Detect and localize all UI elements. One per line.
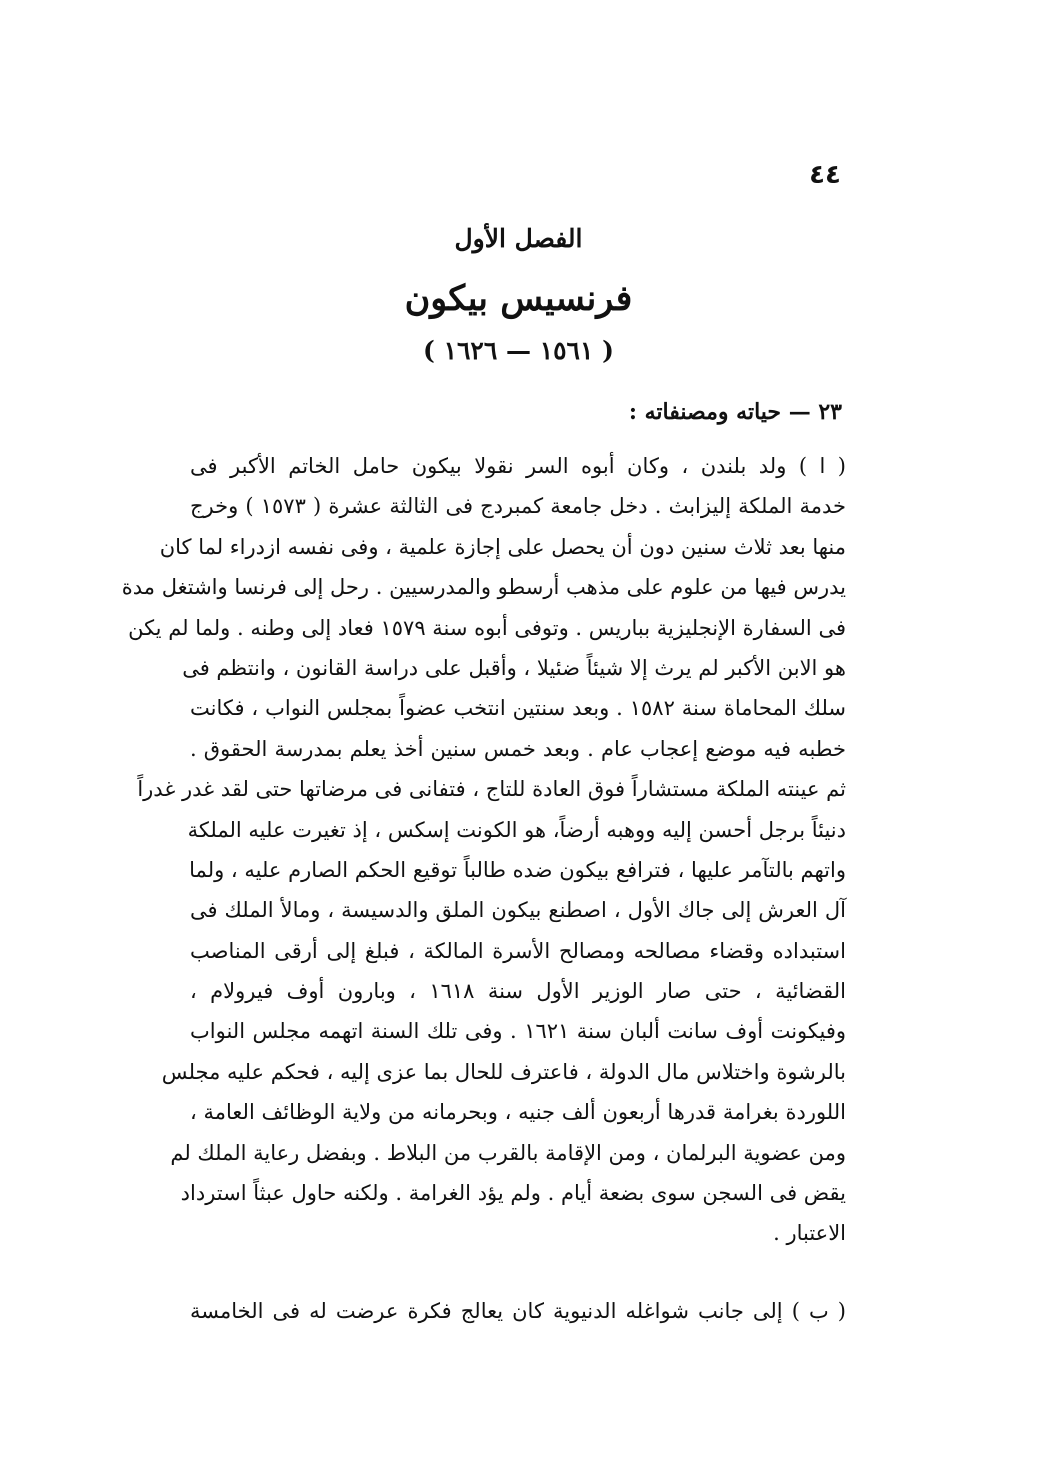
chapter-title: فرنسيس بيكون [404,278,633,319]
page-number: ٤٤ [809,160,841,190]
text-line: خطبه فيه موضع إعجاب عام . وبعد خمس سنين أخذ يعلم بمدرسة الحقوق . [190,736,846,761]
text-line: ( ب ) إلى جانب شواغله الدنيوية كان يعالج فكرة عرضت له فى الخامسة [190,1299,846,1323]
text-line: يدرس فيها من علوم على مذهب أرسطو والمدرسيين . رحل إلى فرنسا واشتغل مدة [121,575,846,600]
text-line: ( ا ) ولد بلندن ، وكان أبوه السر نقولا بيكون حامل الخاتم الأكبر فى [190,454,846,478]
text-line: منها بعد ثلاث سنين دون أن يحصل على إجازة علمية ، وفى نفسه ازدراء لما كان [159,534,846,559]
text-line: فى السفارة الإنجليزية بباريس . وتوفى أبوه سنة ١٥٧٩ فعاد إلى وطنه . ولما لم يكن [128,615,846,640]
section-heading: ٢٣ — حياته ومصنفاته : [628,399,842,425]
chapter-dates: ( ١٥٦١ — ١٦٢٦ ) [423,336,614,365]
text-line: استبداده وقضاء مصالحه ومصالح الأسرة المالكة ، فبلغ إلى أرقى المناصب [190,938,846,963]
text-line: الاعتبار . [773,1221,846,1246]
text-line: سلك المحاماة سنة ١٥٨٢ . وبعد سنتين انتخب عضواً بمجلس النواب ، فكانت [190,696,846,721]
text-line: ثم عينته الملكة مستشاراً فوق العادة للتاج ، فتفانى فى مرضاتها حتى لقد غدر غدراً [137,777,846,802]
paragraph-thought [190,1291,846,1331]
text-line: ومن عضوية البرلمان ، ومن الإقامة بالقرب من البلاط . وبفضل رعاية الملك لم [170,1140,846,1165]
text-line: اللوردة بغرامة قدرها أربعون ألف جنيه ، وبحرمانه من ولاية الوظائف العامة ، [190,1100,846,1125]
text-line: خدمة الملكة إليزابث . دخل جامعة كمبردج فى الثالثة عشرة ( ١٥٧٣ ) وخرج [190,494,847,519]
paragraph-life [121,446,847,1254]
text-line: دنيئاً برجل أحسن إليه ووهبه أرضاً، هو الكونت إسكس ، إذ تغيرت عليه الملكة [187,817,846,842]
text-line: وفيكونت أوف سانت ألبان سنة ١٦٢١ . وفى تلك السنة اتهمه مجلس النواب [190,1019,846,1044]
text-line: القضائية ، حتى صار الوزير الأول سنة ١٦١٨ ، وبارون أوف فيرولام ، [190,979,846,1004]
text-line: واتهم بالتآمر عليها ، فترافع بيكون ضده طالباً توقيع الحكم الصارم عليه ، ولما [189,857,846,882]
chapter-label: الفصل الأول [454,224,583,253]
text-line: بالرشوة واختلاس مال الدولة ، فاعترف للحال بما عزى إليه ، فحكم عليه مجلس [161,1059,846,1084]
text-line: يقض فى السجن سوى بضعة أيام . ولم يؤد الغرامة . ولكنه حاول عبثاً استرداد [180,1181,846,1206]
text-line: آل العرش إلى جاك الأول ، اصطنع بيكون الملق والدسيسة ، ومالأ الملك فى [190,898,846,923]
text-line: هو الابن الأكبر لم يرث إلا شيئاً ضئيلا ، وأقبل على دراسة القانون ، وانتظم فى [182,655,846,680]
